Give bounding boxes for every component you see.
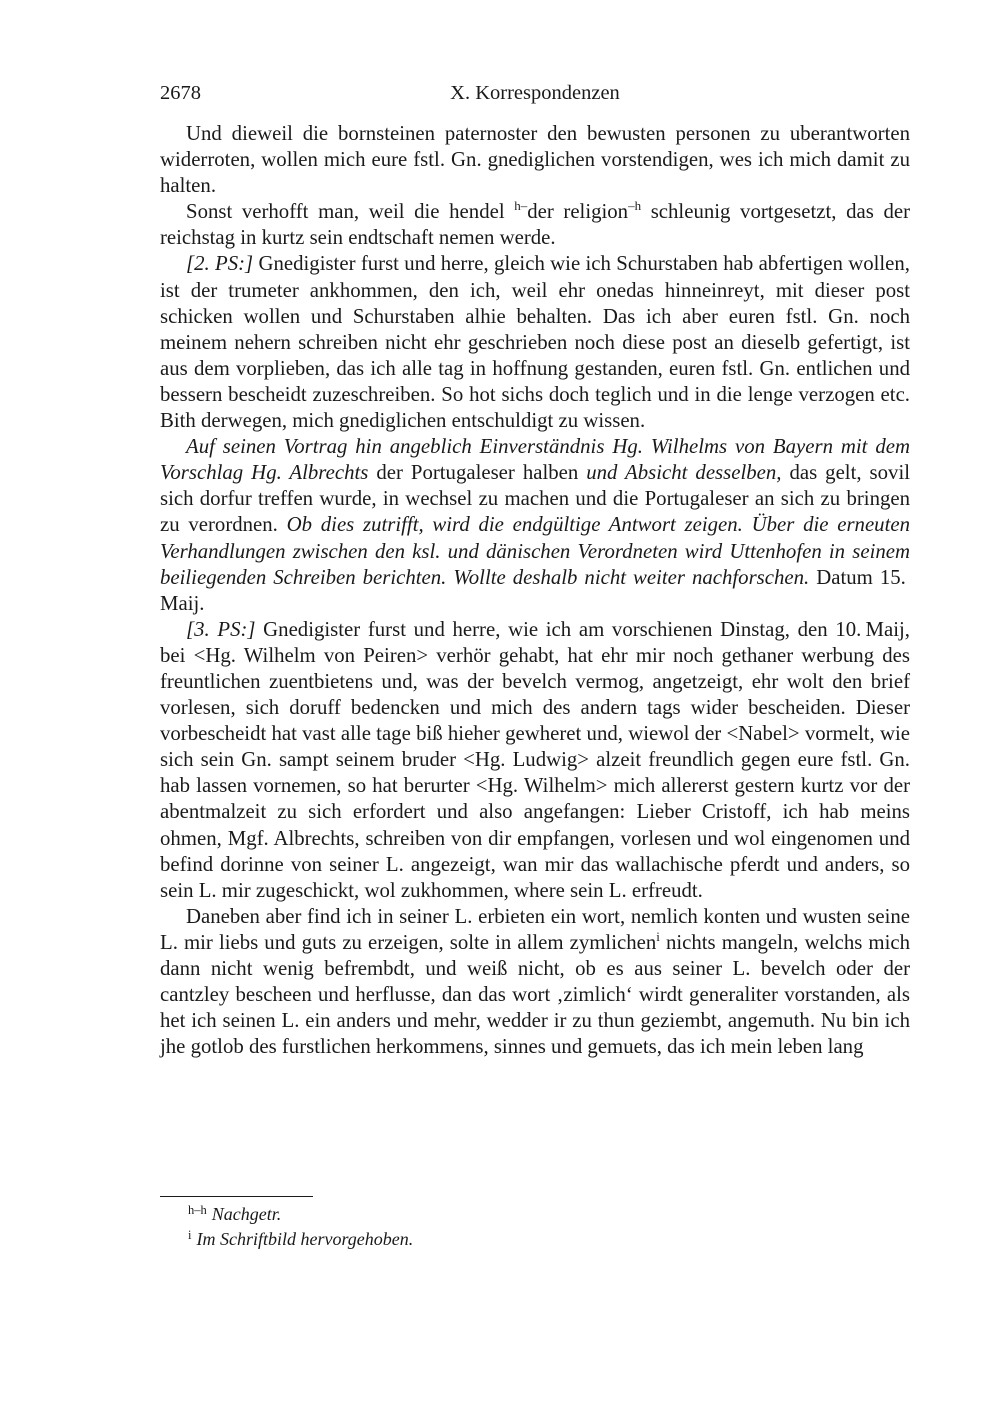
text-segment: der Portugaleser halben xyxy=(368,461,587,485)
footnote-marker: i xyxy=(656,928,660,944)
text-segment: Datum 15. Maij. xyxy=(160,565,910,615)
text-segment: das gelt, sovil sich dorfur treffen wurde, in wechsel zu machen und die Portugaleser an sich zu bringen zu verordnen. xyxy=(160,461,911,537)
footnote-divider xyxy=(160,1196,313,1197)
paragraph xyxy=(160,617,910,904)
document-page xyxy=(160,0,910,1418)
footnote-mark: i xyxy=(188,1228,192,1242)
text-segment: der religion xyxy=(527,200,629,224)
main-text xyxy=(160,121,910,1060)
footnote-marker: –h xyxy=(628,198,642,214)
postscript-label: [3. PS:] xyxy=(186,617,256,641)
postscript-label: [2. PS:] xyxy=(186,252,254,276)
footnote-text: Im Schriftbild hervorgehoben. xyxy=(196,1229,414,1249)
footnotes xyxy=(188,1202,908,1252)
editorial-summary: Ob dies zutrifft, wird die endgültige Antwort zeigen. Über die erneuten Verhandlungen zwischen den ksl. und dänischen Verordneten wird Uttenhofen in seinem beiliegenden Schreiben berichten. Wollte deshalb nicht weiter nachforschen. xyxy=(160,513,910,589)
editorial-summary: und Absicht desselben, xyxy=(586,461,782,485)
paragraph xyxy=(160,434,910,617)
page-header xyxy=(160,80,910,106)
page-number: 2678 xyxy=(160,82,201,104)
text-segment: Gnedigister furst und herre, wie ich am vorschienen Dinstag, den 10. Maij, bei <Hg. Wilhelm von Peiren> verhör gehabt, hat ehr mir noch gethaner werbung des freuntlichen zuentbietens und, was der bevelch vermog, angetzeigt, ehr wolt den brief vorlesen, sich doruff bedencken und mich des andern tags wider bescheiden. Dieser vorbescheidt hat vast alle tage biß hieher gewheret und, wiewol der <Nabel> vormelt, wie sich sein Gn. sampt seinem bruder <Hg. Ludwig> alzeit freundlich gegen eure fstl. Gn. hab lassen vornemen, so hat berurter <Hg. Wilhelm> mich allererst gestern kurtz vor der abentmalzeit zu sich erfordert und also angefangen: Lieber Cristoff, ich hab meins ohmen, Mgf. Albrechts, schreiben von dir empfangen, vorlesen und wol eingenomen und befind dorinne von seiner L. angezeigt, wan mir das wallachische pferdt und anders, so sein L. mir zugeschickt, wol zukhommen, where sein L. erfreudt. xyxy=(160,617,910,902)
footnote-mark: h–h xyxy=(188,1203,207,1217)
paragraph xyxy=(160,251,910,434)
paragraph: Und dieweil die bornsteinen paternoster den bewusten personen zu uberantworten widerroten, wollen mich eure fstl. Gn. gnediglichen vorstendigen, wes ich mich damit zu halten. xyxy=(160,122,910,198)
footnote xyxy=(188,1202,908,1227)
text-segment: Gnedigister furst und herre, gleich wie ich Schurstaben hab abfertigen wollen, ist der trumeter ankhommen, den ich, weil ehr onedas hinneinreyt, mit dieser post schicken wollen und Schurstaben alhie behalten. Das ich aber euren fstl. Gn. noch meinem nehern schreiben nicht ehr geschrieben noch diese post an dieselb gefertigt, ist aus dem vorplieben, das ich alle tag in hoffnung gestanden, euren fstl. Gn. entlichen und bessern bescheidt zuzeschreiben. So hot sichs doch teglich und in die lenge verzogen etc. Bith derwegen, mich gnediglichen entschuldigt zu wissen. xyxy=(160,252,910,433)
text-segment: Daneben aber find ich in seiner L. erbieten ein wort, nemlich konten und wusten seine L. mir liebs und guts zu erzeigen, solte in allem zymlichen xyxy=(160,904,910,954)
paragraph xyxy=(160,199,910,251)
editorial-summary: Auf seinen Vortrag hin angeblich Einverständnis Hg. Wilhelms von Bayern mit dem Vorschlag Hg. Albrechts xyxy=(160,435,910,485)
text-segment: Sonst verhofft man, weil die hendel xyxy=(186,200,515,224)
footnote xyxy=(188,1227,908,1252)
text-segment: schleunig vortgesetzt, das der reichstag in kurtz sein endtschaft nemen werde. xyxy=(160,200,910,250)
running-title: X. Korrespondenzen xyxy=(450,82,620,104)
footnote-text: Nachgetr. xyxy=(211,1204,282,1224)
text-segment: nichts mangeln, welchs mich dann nicht wenig befrembdt, und weiß nicht, ob es aus seiner L. bevelch oder der cantzley bescheen und herflusse, dan das wort ‚zimlich‘ wirdt generaliter vorstanden, als het ich seinen L. ein anders und mehr, wedder ir zu thun geziembt, angemuth. Nu bin ich jhe gotlob des furstlichen herkommens, sinnes und gemuets, das ich mein leben lang xyxy=(160,930,910,1059)
paragraph xyxy=(160,904,910,1061)
footnote-marker: h– xyxy=(514,198,528,214)
